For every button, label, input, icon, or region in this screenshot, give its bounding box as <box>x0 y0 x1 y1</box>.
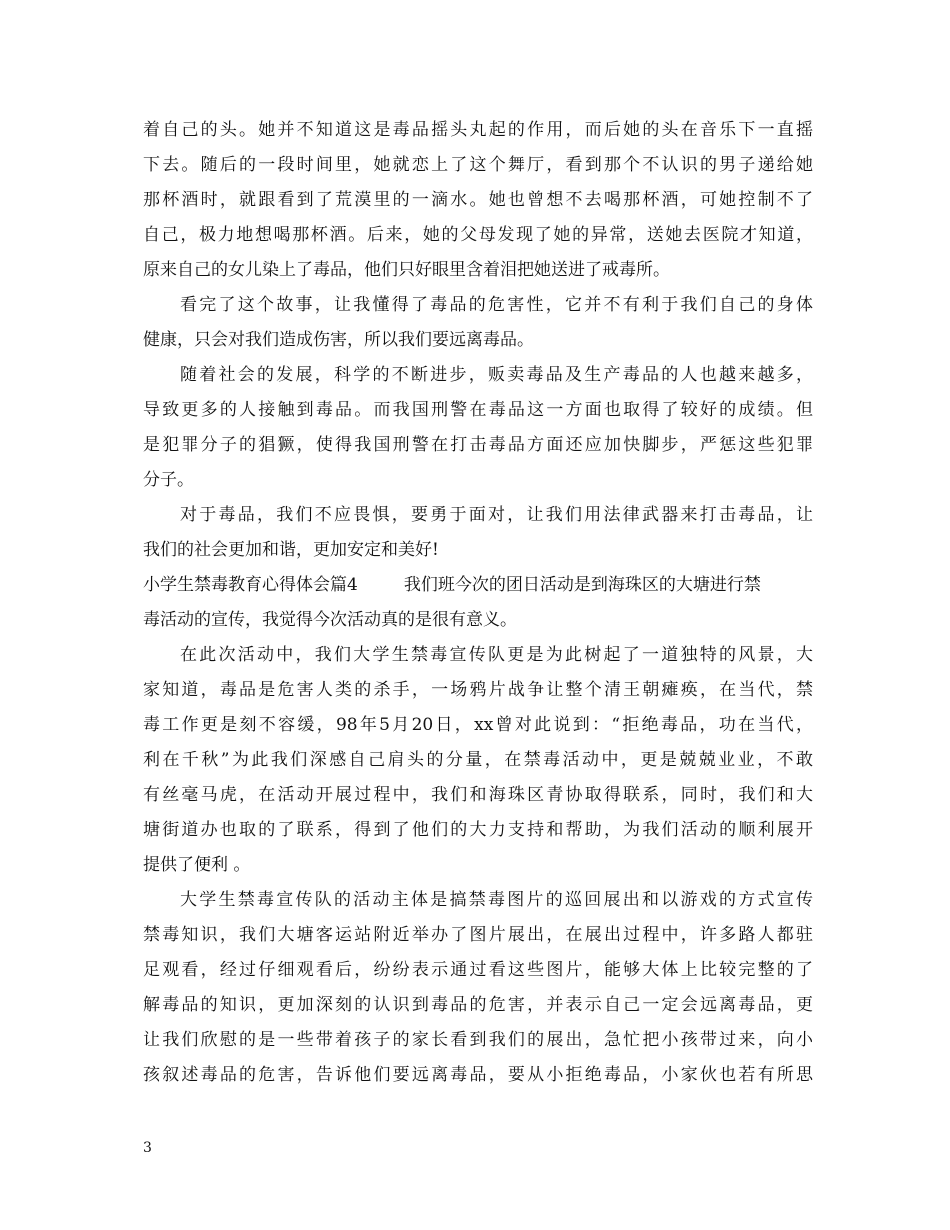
paragraph-text: 我们班今次的团日活动是到海珠区的大塘进行禁 <box>403 575 761 595</box>
paragraph-line: 下去。随后的一段时间里，她就恋上了这个舞厅，看到那个不认识的男子递给她 <box>143 155 813 175</box>
paragraph-line: 家知道，毒品是危害人类的杀手，一场鸦片战争让整个清王朝瘫痪，在当代，禁 <box>143 680 813 700</box>
paragraph-line: 大学生禁毒宣传队的活动主体是搞禁毒图片的巡回展出和以游戏的方式宣传 <box>180 890 813 910</box>
paragraph-line: 毒工作更是刻不容缓，98年5月20日，xx曾对此说到：“拒绝毒品，功在当代， <box>143 715 813 735</box>
paragraph-line: 利在千秋”为此我们深感自己肩头的分量，在禁毒活动中，更是兢兢业业，不敢 <box>143 750 813 770</box>
paragraph-line: 导致更多的人接触到毒品。而我国刑警在毒品这一方面也取得了较好的成绩。但 <box>143 400 813 420</box>
paragraph-line: 随着社会的发展，科学的不断进步，贩卖毒品及生产毒品的人也越来越多， <box>180 365 813 385</box>
paragraph-line: 禁毒知识，我们大塘客运站附近举办了图片展出，在展出过程中，许多路人都驻 <box>143 925 813 945</box>
paragraph-line: 有丝毫马虎，在活动开展过程中，我们和海珠区青协取得联系，同时，我们和大 <box>143 785 813 805</box>
paragraph-line: 让我们欣慰的是一些带着孩子的家长看到我们的展出，急忙把小孩带过来，向小 <box>143 1030 813 1050</box>
section-heading-line <box>143 574 813 596</box>
paragraph-line: 看完了这个故事，让我懂得了毒品的危害性，它并不有利于我们自己的身体 <box>180 295 813 315</box>
paragraph-line: 着自己的头。她并不知道这是毒品摇头丸起的作用，而后她的头在音乐下一直摇 <box>143 120 813 140</box>
paragraph-line: 提供了便利 。 <box>143 855 251 875</box>
paragraph-line: 原来自己的女儿染上了毒品，他们只好眼里含着泪把她送进了戒毒所。 <box>143 260 670 280</box>
paragraph-line: 塘街道办也取的了联系，得到了他们的大力支持和帮助，为我们活动的顺利展开 <box>143 820 813 840</box>
paragraph-line: 对于毒品，我们不应畏惧，要勇于面对，让我们用法律武器来打击毒品，让 <box>180 505 813 525</box>
paragraph-line: 我们的社会更加和谐，更加安定和美好! <box>143 540 439 560</box>
paragraph-line: 毒活动的宣传，我觉得今次活动真的是很有意义。 <box>143 610 517 630</box>
paragraph-line: 那杯酒时，就跟看到了荒漠里的一滴水。她也曾想不去喝那杯酒，可她控制不了 <box>143 190 813 210</box>
paragraph-line: 自己，极力地想喝那杯酒。后来，她的父母发现了她的异常，送她去医院才知道， <box>143 225 813 245</box>
page-number: 3 <box>143 1140 152 1156</box>
paragraph-line: 孩叙述毒品的危害，告诉他们要远离毒品，要从小拒绝毒品，小家伙也若有所思 <box>143 1065 813 1085</box>
section-title: 小学生禁毒教育心得体会篇4 <box>143 575 358 595</box>
paragraph-line: 足观看，经过仔细观看后，纷纷表示通过看这些图片，能够大体上比较完整的了 <box>143 960 813 980</box>
paragraph-line: 解毒品的知识，更加深刻的认识到毒品的危害，并表示自己一定会远离毒品，更 <box>143 995 813 1015</box>
paragraph-line: 分子。 <box>143 470 194 490</box>
paragraph-line: 在此次活动中，我们大学生禁毒宣传队更是为此树起了一道独特的风景，大 <box>180 645 813 665</box>
paragraph-line: 健康，只会对我们造成伤害，所以我们要远离毒品。 <box>143 330 534 350</box>
paragraph-line: 是犯罪分子的猖獗，使得我国刑警在打击毒品方面还应加快脚步，严惩这些犯罪 <box>143 435 813 455</box>
